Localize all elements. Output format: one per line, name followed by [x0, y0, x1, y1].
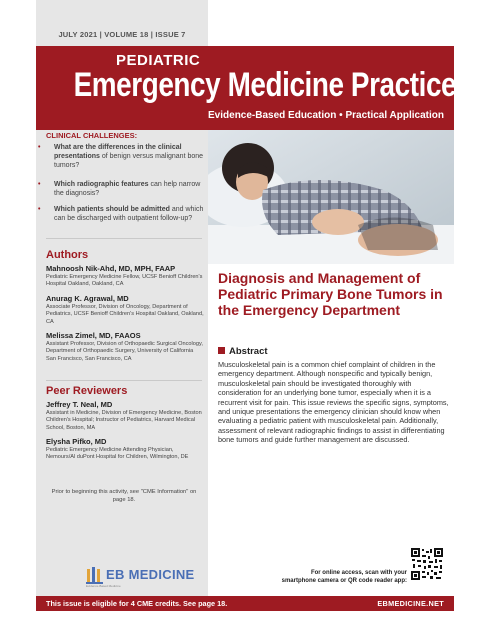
author-affiliation: Associate Professor, Division of Oncology, Department of Pediatrics, UCSF Benioff Children's Hospital Oakland, Oakland, CA	[46, 304, 204, 325]
author-name: Melissa Zimel, MD, FAAOS	[46, 331, 141, 340]
online-line-1: For online access, scan with your	[310, 570, 407, 576]
challenges-heading: CLINICAL CHALLENGES:	[46, 131, 138, 140]
challenge-bold: Which radiographic features	[54, 181, 149, 188]
author-affiliation: Pediatric Emergency Medicine Fellow, UCSF Benioff Children's Hospital Oakland, Oakland, CA	[46, 274, 203, 288]
author-affiliation: Assistant Professor, Division of Orthopaedic Surgical Oncology, Department of Orthopaedic Surgery, University of California San Francisco, San Francisco, CA	[46, 341, 203, 362]
challenge-item	[38, 205, 204, 223]
issue-info: JULY 2021 | VOLUME 18 | ISSUE 7	[58, 30, 186, 39]
section-divider	[46, 238, 202, 239]
author-entry	[46, 294, 204, 326]
bullet-icon: •	[38, 144, 41, 151]
logo-mark-icon	[86, 565, 104, 585]
masthead-kicker: PEDIATRIC	[116, 52, 201, 69]
masthead-banner	[36, 46, 457, 130]
journal-tagline: Evidence-Based Education • Practical Application	[208, 110, 444, 121]
challenge-text: can help narrow the diagnosis?	[54, 181, 201, 197]
abstract-body: Musculoskeletal pain is a common chief complaint of children in the emergency department. Although nonspecific and typically benign, musculoskeletal pain should be investigated thoroughly with consideration for an underlying bone tumor, especially when it is a recurrent visit for pain. This issue reviews the specific signs, symptoms, and unique presentations the emergency clinician should know when evaluating a pediatric patient with musculoskeletal pain. Additionally, assessment of relevant radiographic findings to assist in differentiating bone tumors and guide further management are discussed.	[218, 360, 449, 445]
online-line-2: smartphone camera or QR code reader app:	[281, 578, 407, 584]
author-name: Mahnoosh Nik-Ahd, MD, MPH, FAAP	[46, 264, 176, 273]
author-entry	[46, 331, 204, 363]
authors-heading: Authors	[46, 249, 89, 261]
author-entry	[46, 264, 204, 289]
journal-title: Emergency Medicine Practice	[73, 66, 457, 104]
reviewer-name: Elysha Pifko, MD	[46, 437, 107, 446]
logo-wordmark: EB MEDICINE	[106, 567, 195, 582]
cme-credits-note: This issue is eligible for 4 CME credits. See page 18.	[46, 599, 228, 608]
author-name: Anurag K. Agrawal, MD	[46, 294, 129, 303]
section-divider	[46, 380, 202, 381]
qr-code-icon[interactable]	[411, 548, 443, 580]
reviewer-entry	[46, 437, 204, 462]
abstract-heading-text: Abstract	[229, 346, 268, 357]
footer-bar	[36, 596, 454, 611]
article-title: Diagnosis and Management of Pediatric Primary Bone Tumors in the Emergency Department	[218, 270, 443, 318]
reviewer-affiliation: Assistant in Medicine, Division of Emergency Medicine, Boston Children's Hospital; Instructor of Pediatrics, Harvard Medical School, Boston, MA	[46, 410, 202, 431]
online-access-note	[207, 569, 407, 585]
reviewers-heading: Peer Reviewers	[46, 385, 128, 397]
bullet-icon: •	[38, 206, 41, 213]
abstract-heading	[218, 346, 268, 357]
child-in-bed-photo	[208, 130, 454, 264]
challenge-text: of benign versus malignant bone tumors?	[54, 153, 204, 169]
reviewer-affiliation: Pediatric Emergency Medicine Attending Physician, Nemours/Al duPont Hospital for Children, Wilmington, DE	[46, 447, 189, 461]
challenge-bold: Which patients should be admitted	[54, 206, 170, 213]
square-bullet-icon	[218, 347, 225, 354]
reviewer-entry	[46, 400, 204, 432]
bullet-icon: •	[38, 181, 41, 188]
challenge-text: and which can be discharged with outpatient follow-up?	[54, 206, 204, 222]
cover-photo	[208, 130, 454, 264]
challenge-item	[38, 143, 204, 170]
logo-subtext: Evidence-Based Medicine	[86, 584, 121, 588]
website-link[interactable]: EBMEDICINE.NET	[377, 599, 444, 608]
reviewer-name: Jeffrey T. Neal, MD	[46, 400, 113, 409]
cme-note: Prior to beginning this activity, see "CME Information" on page 18.	[51, 489, 197, 503]
challenge-bold: What are the differences in the clinical presentations	[54, 144, 182, 160]
challenge-item	[38, 180, 204, 198]
